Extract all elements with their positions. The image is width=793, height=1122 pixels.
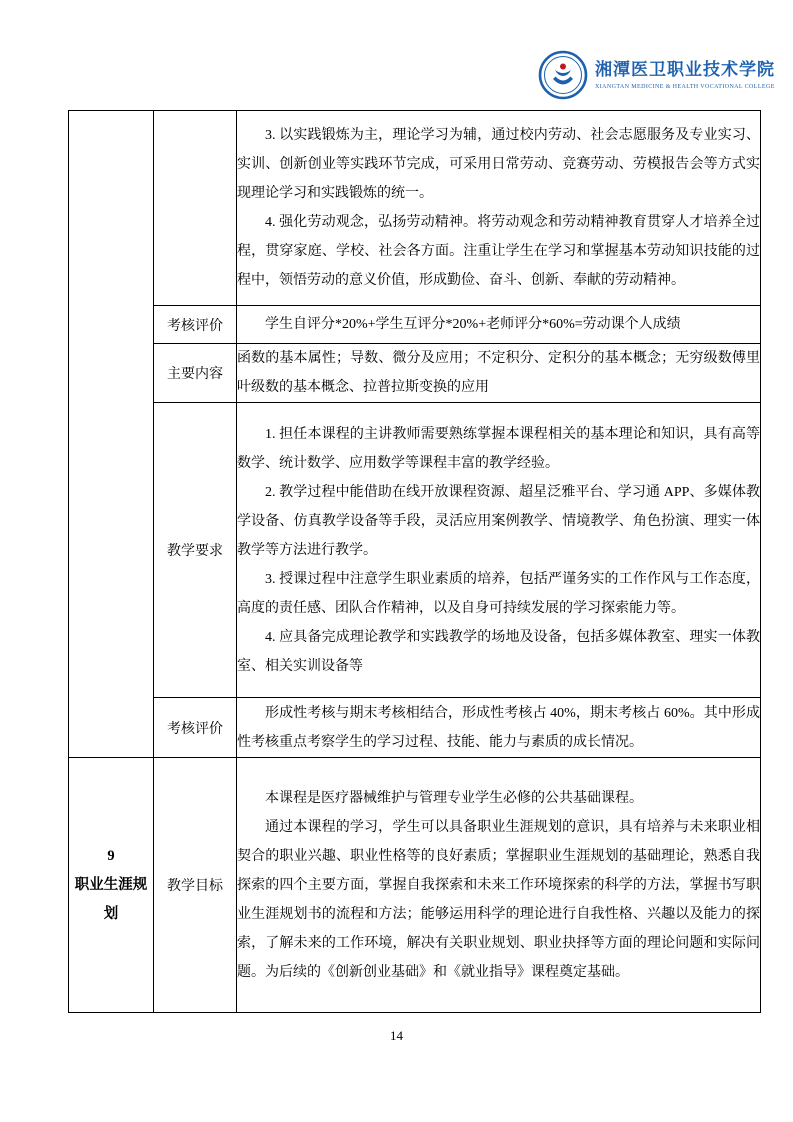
paragraph: 4. 应具备完成理论教学和实践教学的场地及设备，包括多媒体教室、理实一体教室、相关实训设备等 (237, 629, 760, 674)
paragraph: 3. 授课过程中注意学生职业素质的培养，包括严谨务实的工作作风与工作态度，高度的责任感、团队合作精神，以及自身可持续发展的学习探索能力等。 (237, 571, 760, 616)
paragraph: 学生自评分*20%+学生互评分*20%+老师评分*60%=劳动课个人成绩 (265, 317, 681, 332)
document-header (538, 50, 775, 100)
row-label: 考核评价 (154, 698, 237, 758)
paragraph: 4. 强化劳动观念，弘扬劳动精神。将劳动观念和劳动精神教育贯穿人才培养全过程，贯穿家庭、学校、社会各方面。注重让学生在学习和掌握基本劳动知识技能的过程中，领悟劳动的意义价值，形成勤俭、奋斗、创新、奉献的劳动精神。 (237, 215, 760, 288)
course-number: 9 (107, 847, 115, 864)
table-row-teaching-requirements (69, 403, 761, 698)
labor-assessment-content (237, 306, 761, 344)
page-number: 14 (390, 1028, 403, 1043)
row-label: 教学要求 (154, 403, 237, 698)
teaching-requirements-content (237, 403, 761, 698)
college-name-block (595, 60, 775, 89)
table-row-career-planning (69, 758, 761, 1013)
row-label: 考核评价 (154, 306, 237, 344)
college-logo-icon (538, 50, 588, 100)
row-label: 教学目标 (154, 758, 237, 1013)
paragraph: 函数的基本属性；导数、微分及应用；不定积分、定积分的基本概念；无穷级数傅里叶级数的基本概念、拉普拉斯变换的应用 (237, 351, 760, 395)
row-label: 主要内容 (154, 344, 237, 403)
syllabus-table (68, 110, 761, 1013)
labor-implementation-content (237, 111, 761, 306)
table-row-labor-assessment (69, 306, 761, 344)
college-name-en: XIANGTAN MEDICINE & HEALTH VOCATIONAL COLLEGE (595, 83, 775, 90)
paragraph: 3. 以实践锻炼为主，理论学习为辅，通过校内劳动、社会志愿服务及专业实习、实训、创新创业等实践环节完成，可采用日常劳动、竞赛劳动、劳模报告会等方式实现理论学习和实践锻炼的统一。 (237, 128, 760, 201)
paragraph: 1. 担任本课程的主讲教师需要熟练掌握本课程相关的基本理论和知识，具有高等数学、统计数学、应用数学等课程丰富的教学经验。 (237, 426, 760, 471)
course-number-name (69, 842, 153, 929)
paragraph: 2. 教学过程中能借助在线开放课程资源、超星泛雅平台、学习通 APP、多媒体教学设备、仿真教学设备等手段，灵活应用案例教学、情境教学、角色扮演、理实一体教学等方法进行教学。 (237, 484, 760, 558)
main-content-text (237, 344, 761, 403)
paragraph: 通过本课程的学习，学生可以具备职业生涯规划的意识，具有培养与未来职业相契合的职业兴趣、职业性格等的良好素质；掌握职业生涯规划的基础理论，熟悉自我探索的四个主要方面，掌握自我探索和未来工作环境探索的科学的方法，掌握书写职业生涯规划书的流程和方法；能够运用科学的理论进行自我性格、兴趣以及能力的探索，了解未来的工作环境，解决有关职业规划、职业抉择等方面的理论问题和实际问题。为后续的《创新创业基础》和《就业指导》课程奠定基础。 (237, 819, 760, 980)
table-row-labor-implementation (69, 111, 761, 306)
course-cell-continued (69, 111, 154, 758)
teaching-goal-content (237, 758, 761, 1013)
course-cell-career-planning (69, 758, 154, 1013)
row-label-empty (154, 111, 237, 306)
table-row-main-content (69, 344, 761, 403)
paragraph: 本课程是医疗器械维护与管理专业学生必修的公共基础课程。 (265, 790, 643, 806)
table-row-course-assessment (69, 698, 761, 758)
course-name: 职业生涯规划 (74, 876, 148, 922)
course-assessment-content (237, 698, 761, 758)
paragraph: 形成性考核与期末考核相结合，形成性考核占 40%，期末考核占 60%。其中形成性考核重点考察学生的学习过程、技能、能力与素质的成长情况。 (237, 705, 760, 750)
college-name-cn: 湘潭医卫职业技术学院 (595, 60, 775, 80)
